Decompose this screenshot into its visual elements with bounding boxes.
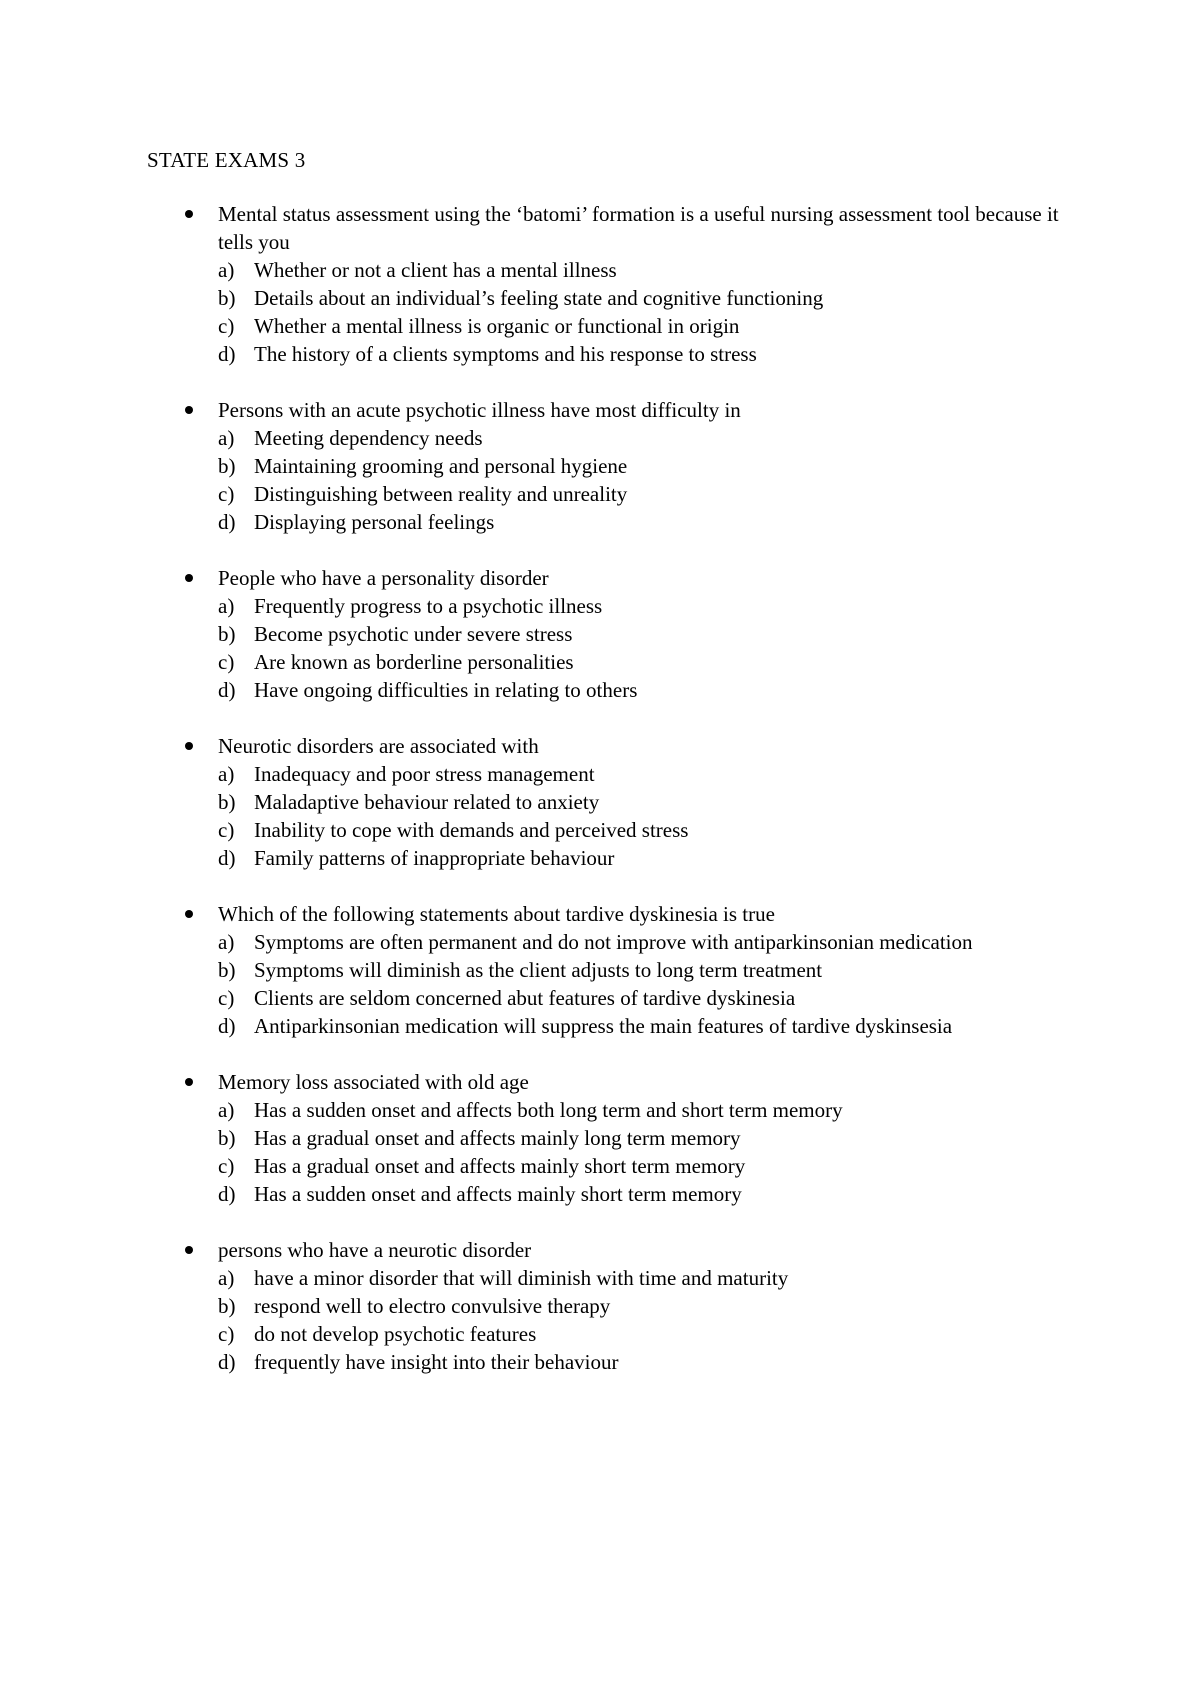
- option-b: [218, 284, 1067, 312]
- option-text: Whether a mental illness is organic or functional in origin: [254, 314, 740, 338]
- option-text: do not develop psychotic features: [254, 1322, 537, 1346]
- option-letter: a): [218, 594, 235, 618]
- option-text: The history of a clients symptoms and his response to stress: [254, 342, 757, 366]
- option-text: Whether or not a client has a mental illness: [254, 258, 617, 282]
- question-list: [147, 200, 1067, 1376]
- option-letter: d): [218, 1182, 236, 1206]
- option-letter: a): [218, 426, 235, 450]
- option-text: Symptoms are often permanent and do not improve with antiparkinsonian medication: [254, 930, 973, 954]
- bullet-icon: [185, 406, 193, 414]
- option-list: [218, 1096, 1067, 1208]
- question-stem: Which of the following statements about tardive dyskinesia is true: [218, 902, 775, 926]
- option-text: have a minor disorder that will diminish with time and maturity: [254, 1266, 789, 1290]
- option-b: [218, 452, 1067, 480]
- question-stem: Memory loss associated with old age: [218, 1070, 529, 1094]
- option-text: Frequently progress to a psychotic illness: [254, 594, 603, 618]
- option-text: Has a gradual onset and affects mainly long term memory: [254, 1126, 741, 1150]
- question-stem: Mental status assessment using the ‘batomi’ formation is a useful nursing assessment tool because it tells you: [218, 202, 1059, 254]
- option-list: [218, 424, 1067, 536]
- option-a: [218, 1264, 1067, 1292]
- option-text: Symptoms will diminish as the client adjusts to long term treatment: [254, 958, 823, 982]
- document-page: [147, 146, 1067, 1404]
- option-text: Inability to cope with demands and perceived stress: [254, 818, 689, 842]
- option-d: [218, 844, 1067, 872]
- question-stem: Persons with an acute psychotic illness have most difficulty in: [218, 398, 741, 422]
- option-c: [218, 312, 1067, 340]
- option-a: [218, 928, 1067, 956]
- option-text: Displaying personal feelings: [254, 510, 495, 534]
- option-text: respond well to electro convulsive therapy: [254, 1294, 611, 1318]
- option-letter: c): [218, 314, 235, 338]
- option-c: [218, 816, 1067, 844]
- bullet-icon: [185, 742, 193, 750]
- option-letter: c): [218, 482, 235, 506]
- option-letter: b): [218, 622, 236, 646]
- option-letter: d): [218, 678, 236, 702]
- bullet-icon: [185, 574, 193, 582]
- question-1: [147, 200, 1067, 368]
- option-b: [218, 1292, 1067, 1320]
- option-c: [218, 480, 1067, 508]
- option-b: [218, 1124, 1067, 1152]
- option-a: [218, 760, 1067, 788]
- page-title: STATE EXAMS 3: [147, 148, 306, 172]
- option-list: [218, 1264, 1067, 1376]
- option-letter: d): [218, 846, 236, 870]
- option-b: [218, 956, 1067, 984]
- option-a: [218, 256, 1067, 284]
- question-7: [147, 1236, 1067, 1376]
- option-letter: b): [218, 454, 236, 478]
- option-text: Maintaining grooming and personal hygiene: [254, 454, 628, 478]
- option-list: [218, 760, 1067, 872]
- option-text: Clients are seldom concerned abut features of tardive dyskinesia: [254, 986, 796, 1010]
- option-text: Become psychotic under severe stress: [254, 622, 573, 646]
- bullet-icon: [185, 1078, 193, 1086]
- option-b: [218, 620, 1067, 648]
- option-letter: a): [218, 258, 235, 282]
- option-d: [218, 1180, 1067, 1208]
- question-4: [147, 732, 1067, 872]
- option-text: Inadequacy and poor stress management: [254, 762, 595, 786]
- option-text: Meeting dependency needs: [254, 426, 483, 450]
- option-text: Details about an individual’s feeling state and cognitive functioning: [254, 286, 824, 310]
- option-text: Distinguishing between reality and unreality: [254, 482, 628, 506]
- option-a: [218, 592, 1067, 620]
- option-letter: a): [218, 762, 235, 786]
- question-2: [147, 396, 1067, 536]
- option-text: Have ongoing difficulties in relating to others: [254, 678, 638, 702]
- option-letter: c): [218, 650, 235, 674]
- option-letter: c): [218, 1154, 235, 1178]
- option-text: frequently have insight into their behaviour: [254, 1350, 619, 1374]
- option-letter: c): [218, 818, 235, 842]
- option-text: Family patterns of inappropriate behaviour: [254, 846, 615, 870]
- option-text: Has a sudden onset and affects mainly short term memory: [254, 1182, 742, 1206]
- option-d: [218, 340, 1067, 368]
- option-d: [218, 676, 1067, 704]
- option-d: [218, 1012, 1067, 1040]
- option-letter: d): [218, 1014, 236, 1038]
- option-letter: a): [218, 930, 235, 954]
- option-d: [218, 1348, 1067, 1376]
- option-letter: a): [218, 1266, 235, 1290]
- option-letter: b): [218, 286, 236, 310]
- option-list: [218, 592, 1067, 704]
- option-letter: d): [218, 510, 236, 534]
- question-stem: Neurotic disorders are associated with: [218, 734, 539, 758]
- option-letter: c): [218, 986, 235, 1010]
- option-c: [218, 648, 1067, 676]
- option-letter: a): [218, 1098, 235, 1122]
- option-a: [218, 1096, 1067, 1124]
- question-5: [147, 900, 1067, 1040]
- option-letter: b): [218, 958, 236, 982]
- option-text: Has a gradual onset and affects mainly short term memory: [254, 1154, 746, 1178]
- option-text: Are known as borderline personalities: [254, 650, 574, 674]
- option-letter: d): [218, 1350, 236, 1374]
- bullet-icon: [185, 910, 193, 918]
- option-c: [218, 1152, 1067, 1180]
- option-c: [218, 1320, 1067, 1348]
- question-stem: People who have a personality disorder: [218, 566, 549, 590]
- option-list: [218, 256, 1067, 368]
- option-letter: b): [218, 1126, 236, 1150]
- option-text: Has a sudden onset and affects both long term and short term memory: [254, 1098, 843, 1122]
- option-b: [218, 788, 1067, 816]
- option-letter: b): [218, 1294, 236, 1318]
- option-text: Maladaptive behaviour related to anxiety: [254, 790, 600, 814]
- option-letter: b): [218, 790, 236, 814]
- question-6: [147, 1068, 1067, 1208]
- option-letter: c): [218, 1322, 235, 1346]
- bullet-icon: [185, 1246, 193, 1254]
- option-d: [218, 508, 1067, 536]
- option-letter: d): [218, 342, 236, 366]
- option-a: [218, 424, 1067, 452]
- question-stem: persons who have a neurotic disorder: [218, 1238, 532, 1262]
- option-list: [218, 928, 1067, 1040]
- bullet-icon: [185, 210, 193, 218]
- option-c: [218, 984, 1067, 1012]
- question-3: [147, 564, 1067, 704]
- option-text: Antiparkinsonian medication will suppress the main features of tardive dyskinsesia: [254, 1014, 953, 1038]
